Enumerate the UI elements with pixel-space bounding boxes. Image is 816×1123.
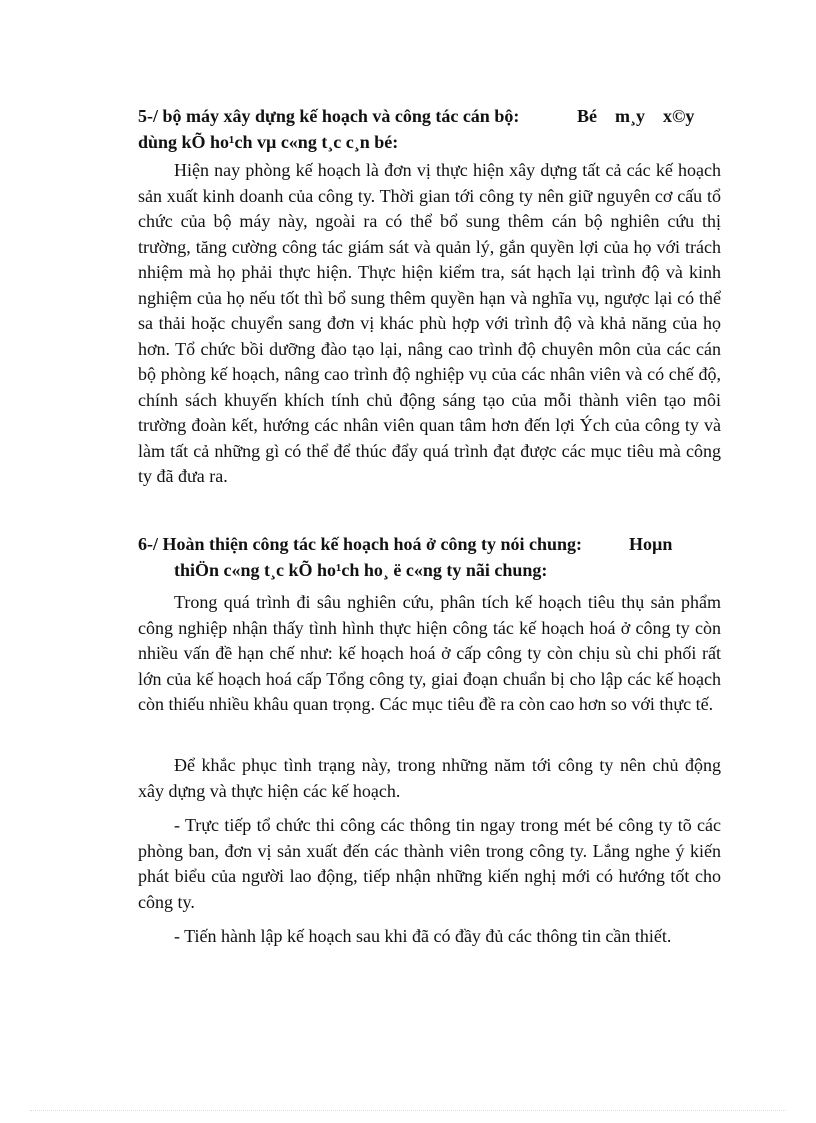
- section-6-heading-garbled-tail: Hoµn: [629, 534, 673, 554]
- section-6-heading: 6-/ Hoàn thiện công tác kế hoạch hoá ở công ty nói chung:: [138, 534, 583, 554]
- section-6-bullet-2: - Tiến hành lập kế hoạch sau khi đã có đầy đủ các thông tin cần thiết.: [174, 926, 672, 946]
- section-5-heading-garbled-line: dùng kÕ ho¹ch vµ c«ng t¸c c¸n bé:: [138, 132, 399, 152]
- page-bottom-dotted-rule: [30, 1110, 786, 1111]
- section-5-paragraph: Hiện nay phòng kế hoạch là đơn vị thực hiện xây dựng tất cả các kế hoạch sản xuất kinh doanh của công ty. Thời gian tới công ty nên giữ nguyên cơ cấu tổ chức của bộ máy này, ngoài ra có thể bổ sung thêm cán bộ nghiên cứu thị trường, tăng cường công tác giám sát và quản lý, gắn quyền lợi của họ với trách nhiệm mà họ phải thực hiện. Thực hiện kiểm tra, sát hạch lại trình độ và kinh nghiệm của họ nếu tốt thì bổ sung thêm quyền hạn và nghĩa vụ, ngược lại có thể sa thải hoặc chuyển sang đơn vị khác phù hợp với trình độ và khả năng của họ hơn. Tổ chức bồi dưỡng đào tạo lại, nâng cao trình độ chuyên môn của các cán bộ phòng kế hoạch, nâng cao trình độ nghiệp vụ của các nhân viên và có chế độ, chính sách khuyến khích tính chủ động sáng tạo của mỗi thành viên tạo môi trường đoàn kết, hướng các nhân viên quan tâm hơn đến lợi Ých của công ty và làm tất cả những gì có thể để thúc đẩy quá trình đạt được các mục tiêu mà công ty đã đưa ra.: [138, 160, 721, 486]
- section-6-paragraph-2: Để khắc phục tình trạng này, trong những năm tới công ty nên chủ động xây dựng và thực hiện các kế hoạch.: [138, 755, 721, 801]
- section-5-heading: [138, 103, 519, 129]
- section-6-heading-garbled-line: thiÖn c«ng t¸c kÕ ho¹ch ho¸ ë c«ng ty nãi chung:: [174, 560, 548, 580]
- section-6-bullet-1: - Trực tiếp tổ chức thi công các thông tin ngay trong mét bé công ty tõ các phòng ban, đơn vị sản xuất đến các thành viên trong công ty. Lắng nghe ý kiến phát biểu của người lao động, tiếp nhận những kiến nghị mới có hướng tốt cho công ty.: [138, 815, 721, 912]
- section-5-heading-garbled-tail: Bé m¸y x©y: [577, 106, 695, 126]
- section-6-paragraph-1: Trong quá trình đi sâu nghiên cứu, phân tích kế hoạch tiêu thụ sản phẩm công nghiệp nhận thấy tình hình thực hiện công tác kế hoạch hoá ở công ty còn nhiều vấn đề hạn chế như: kế hoạch hoá ở cấp công ty còn chịu sù chi phối rất lớn của kế hoạch hoá cấp Tổng công ty, giai đoạn chuẩn bị cho lập các kế hoạch còn thiếu nhiều khâu quan trọng. Các mục tiêu đề ra còn cao hơn so với thực tế.: [138, 592, 721, 714]
- section-5-heading-text: 5-/ bộ máy xây dựng kế hoạch và công tác cán bộ:: [138, 106, 520, 126]
